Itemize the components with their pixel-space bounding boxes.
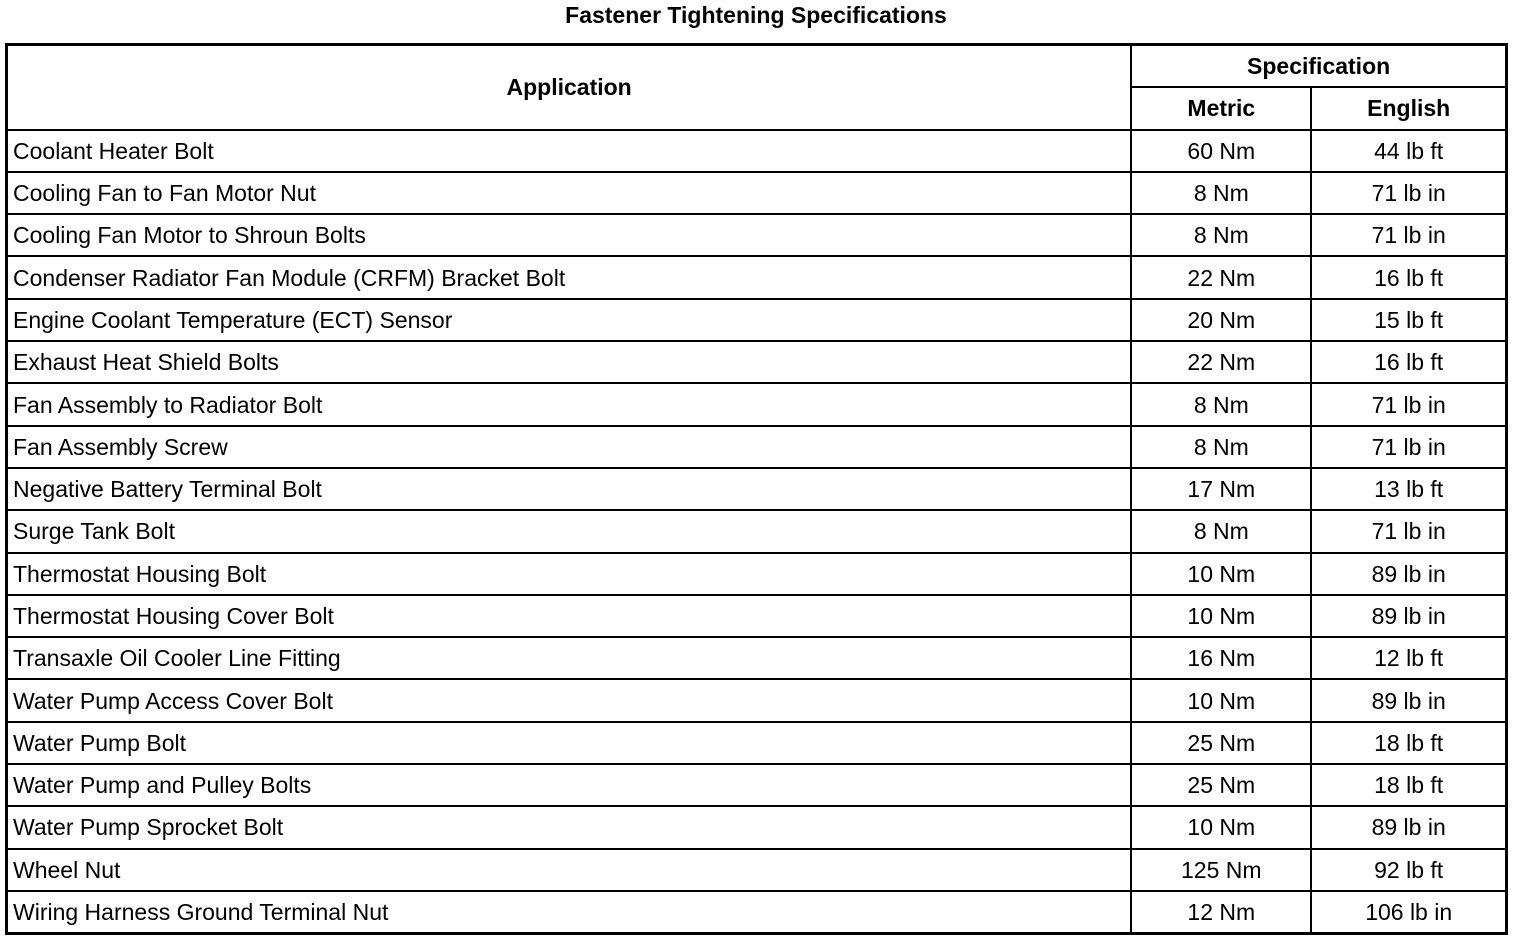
- english-cell: 92 lb ft: [1311, 849, 1506, 891]
- metric-cell: 8 Nm: [1131, 172, 1311, 214]
- metric-cell: 25 Nm: [1131, 722, 1311, 764]
- english-cell: 71 lb in: [1311, 426, 1506, 468]
- fastener-spec-table: [5, 43, 1508, 935]
- table-row: [7, 214, 1507, 256]
- metric-cell: 8 Nm: [1131, 383, 1311, 425]
- application-cell: Cooling Fan Motor to Shroun Bolts: [7, 214, 1132, 256]
- table-row: [7, 679, 1507, 721]
- english-cell: 89 lb in: [1311, 595, 1506, 637]
- application-cell: Wiring Harness Ground Terminal Nut: [7, 891, 1132, 934]
- english-header: English: [1311, 87, 1506, 129]
- table-row: [7, 130, 1507, 172]
- english-cell: 44 lb ft: [1311, 130, 1506, 172]
- table-row: [7, 426, 1507, 468]
- english-cell: 71 lb in: [1311, 510, 1506, 552]
- english-cell: 15 lb ft: [1311, 299, 1506, 341]
- metric-cell: 10 Nm: [1131, 553, 1311, 595]
- metric-cell: 10 Nm: [1131, 595, 1311, 637]
- table-row: [7, 510, 1507, 552]
- table-row: [7, 172, 1507, 214]
- table-body: [7, 130, 1507, 934]
- english-cell: 89 lb in: [1311, 806, 1506, 848]
- table-header: [7, 45, 1507, 130]
- specification-header: Specification: [1131, 45, 1506, 88]
- english-cell: 89 lb in: [1311, 553, 1506, 595]
- english-cell: 13 lb ft: [1311, 468, 1506, 510]
- application-cell: Transaxle Oil Cooler Line Fitting: [7, 637, 1132, 679]
- english-cell: 71 lb in: [1311, 383, 1506, 425]
- application-cell: Water Pump Bolt: [7, 722, 1132, 764]
- metric-cell: 17 Nm: [1131, 468, 1311, 510]
- table-row: [7, 553, 1507, 595]
- english-cell: 12 lb ft: [1311, 637, 1506, 679]
- metric-cell: 22 Nm: [1131, 256, 1311, 298]
- english-cell: 106 lb in: [1311, 891, 1506, 934]
- application-cell: Water Pump Sprocket Bolt: [7, 806, 1132, 848]
- application-cell: Thermostat Housing Bolt: [7, 553, 1132, 595]
- application-cell: Cooling Fan to Fan Motor Nut: [7, 172, 1132, 214]
- application-cell: Water Pump Access Cover Bolt: [7, 679, 1132, 721]
- table-row: [7, 637, 1507, 679]
- metric-cell: 20 Nm: [1131, 299, 1311, 341]
- application-cell: Wheel Nut: [7, 849, 1132, 891]
- table-row: [7, 891, 1507, 934]
- table-row: [7, 256, 1507, 298]
- table-row: [7, 468, 1507, 510]
- application-cell: Surge Tank Bolt: [7, 510, 1132, 552]
- application-cell: Water Pump and Pulley Bolts: [7, 764, 1132, 806]
- metric-cell: 60 Nm: [1131, 130, 1311, 172]
- metric-cell: 10 Nm: [1131, 806, 1311, 848]
- table-row: [7, 806, 1507, 848]
- application-cell: Engine Coolant Temperature (ECT) Sensor: [7, 299, 1132, 341]
- application-cell: Condenser Radiator Fan Module (CRFM) Bracket Bolt: [7, 256, 1132, 298]
- metric-cell: 125 Nm: [1131, 849, 1311, 891]
- application-cell: Coolant Heater Bolt: [7, 130, 1132, 172]
- application-cell: Exhaust Heat Shield Bolts: [7, 341, 1132, 383]
- metric-cell: 10 Nm: [1131, 679, 1311, 721]
- metric-cell: 8 Nm: [1131, 426, 1311, 468]
- metric-cell: 8 Nm: [1131, 214, 1311, 256]
- metric-cell: 12 Nm: [1131, 891, 1311, 934]
- metric-cell: 25 Nm: [1131, 764, 1311, 806]
- english-cell: 71 lb in: [1311, 172, 1506, 214]
- metric-cell: 16 Nm: [1131, 637, 1311, 679]
- application-cell: Thermostat Housing Cover Bolt: [7, 595, 1132, 637]
- application-cell: Fan Assembly to Radiator Bolt: [7, 383, 1132, 425]
- english-cell: 18 lb ft: [1311, 764, 1506, 806]
- table-row: [7, 383, 1507, 425]
- application-cell: Fan Assembly Screw: [7, 426, 1132, 468]
- application-cell: Negative Battery Terminal Bolt: [7, 468, 1132, 510]
- english-cell: 89 lb in: [1311, 679, 1506, 721]
- table-row: [7, 341, 1507, 383]
- table-row: [7, 722, 1507, 764]
- header-row-top: [7, 45, 1507, 88]
- table-row: [7, 849, 1507, 891]
- english-cell: 16 lb ft: [1311, 341, 1506, 383]
- table-row: [7, 595, 1507, 637]
- metric-cell: 22 Nm: [1131, 341, 1311, 383]
- document-title: Fastener Tightening Specifications: [565, 2, 947, 28]
- metric-cell: 8 Nm: [1131, 510, 1311, 552]
- english-cell: 18 lb ft: [1311, 722, 1506, 764]
- english-cell: 16 lb ft: [1311, 256, 1506, 298]
- metric-header: Metric: [1131, 87, 1311, 129]
- application-header: Application: [7, 45, 1132, 130]
- table-row: [7, 764, 1507, 806]
- table-row: [7, 299, 1507, 341]
- english-cell: 71 lb in: [1311, 214, 1506, 256]
